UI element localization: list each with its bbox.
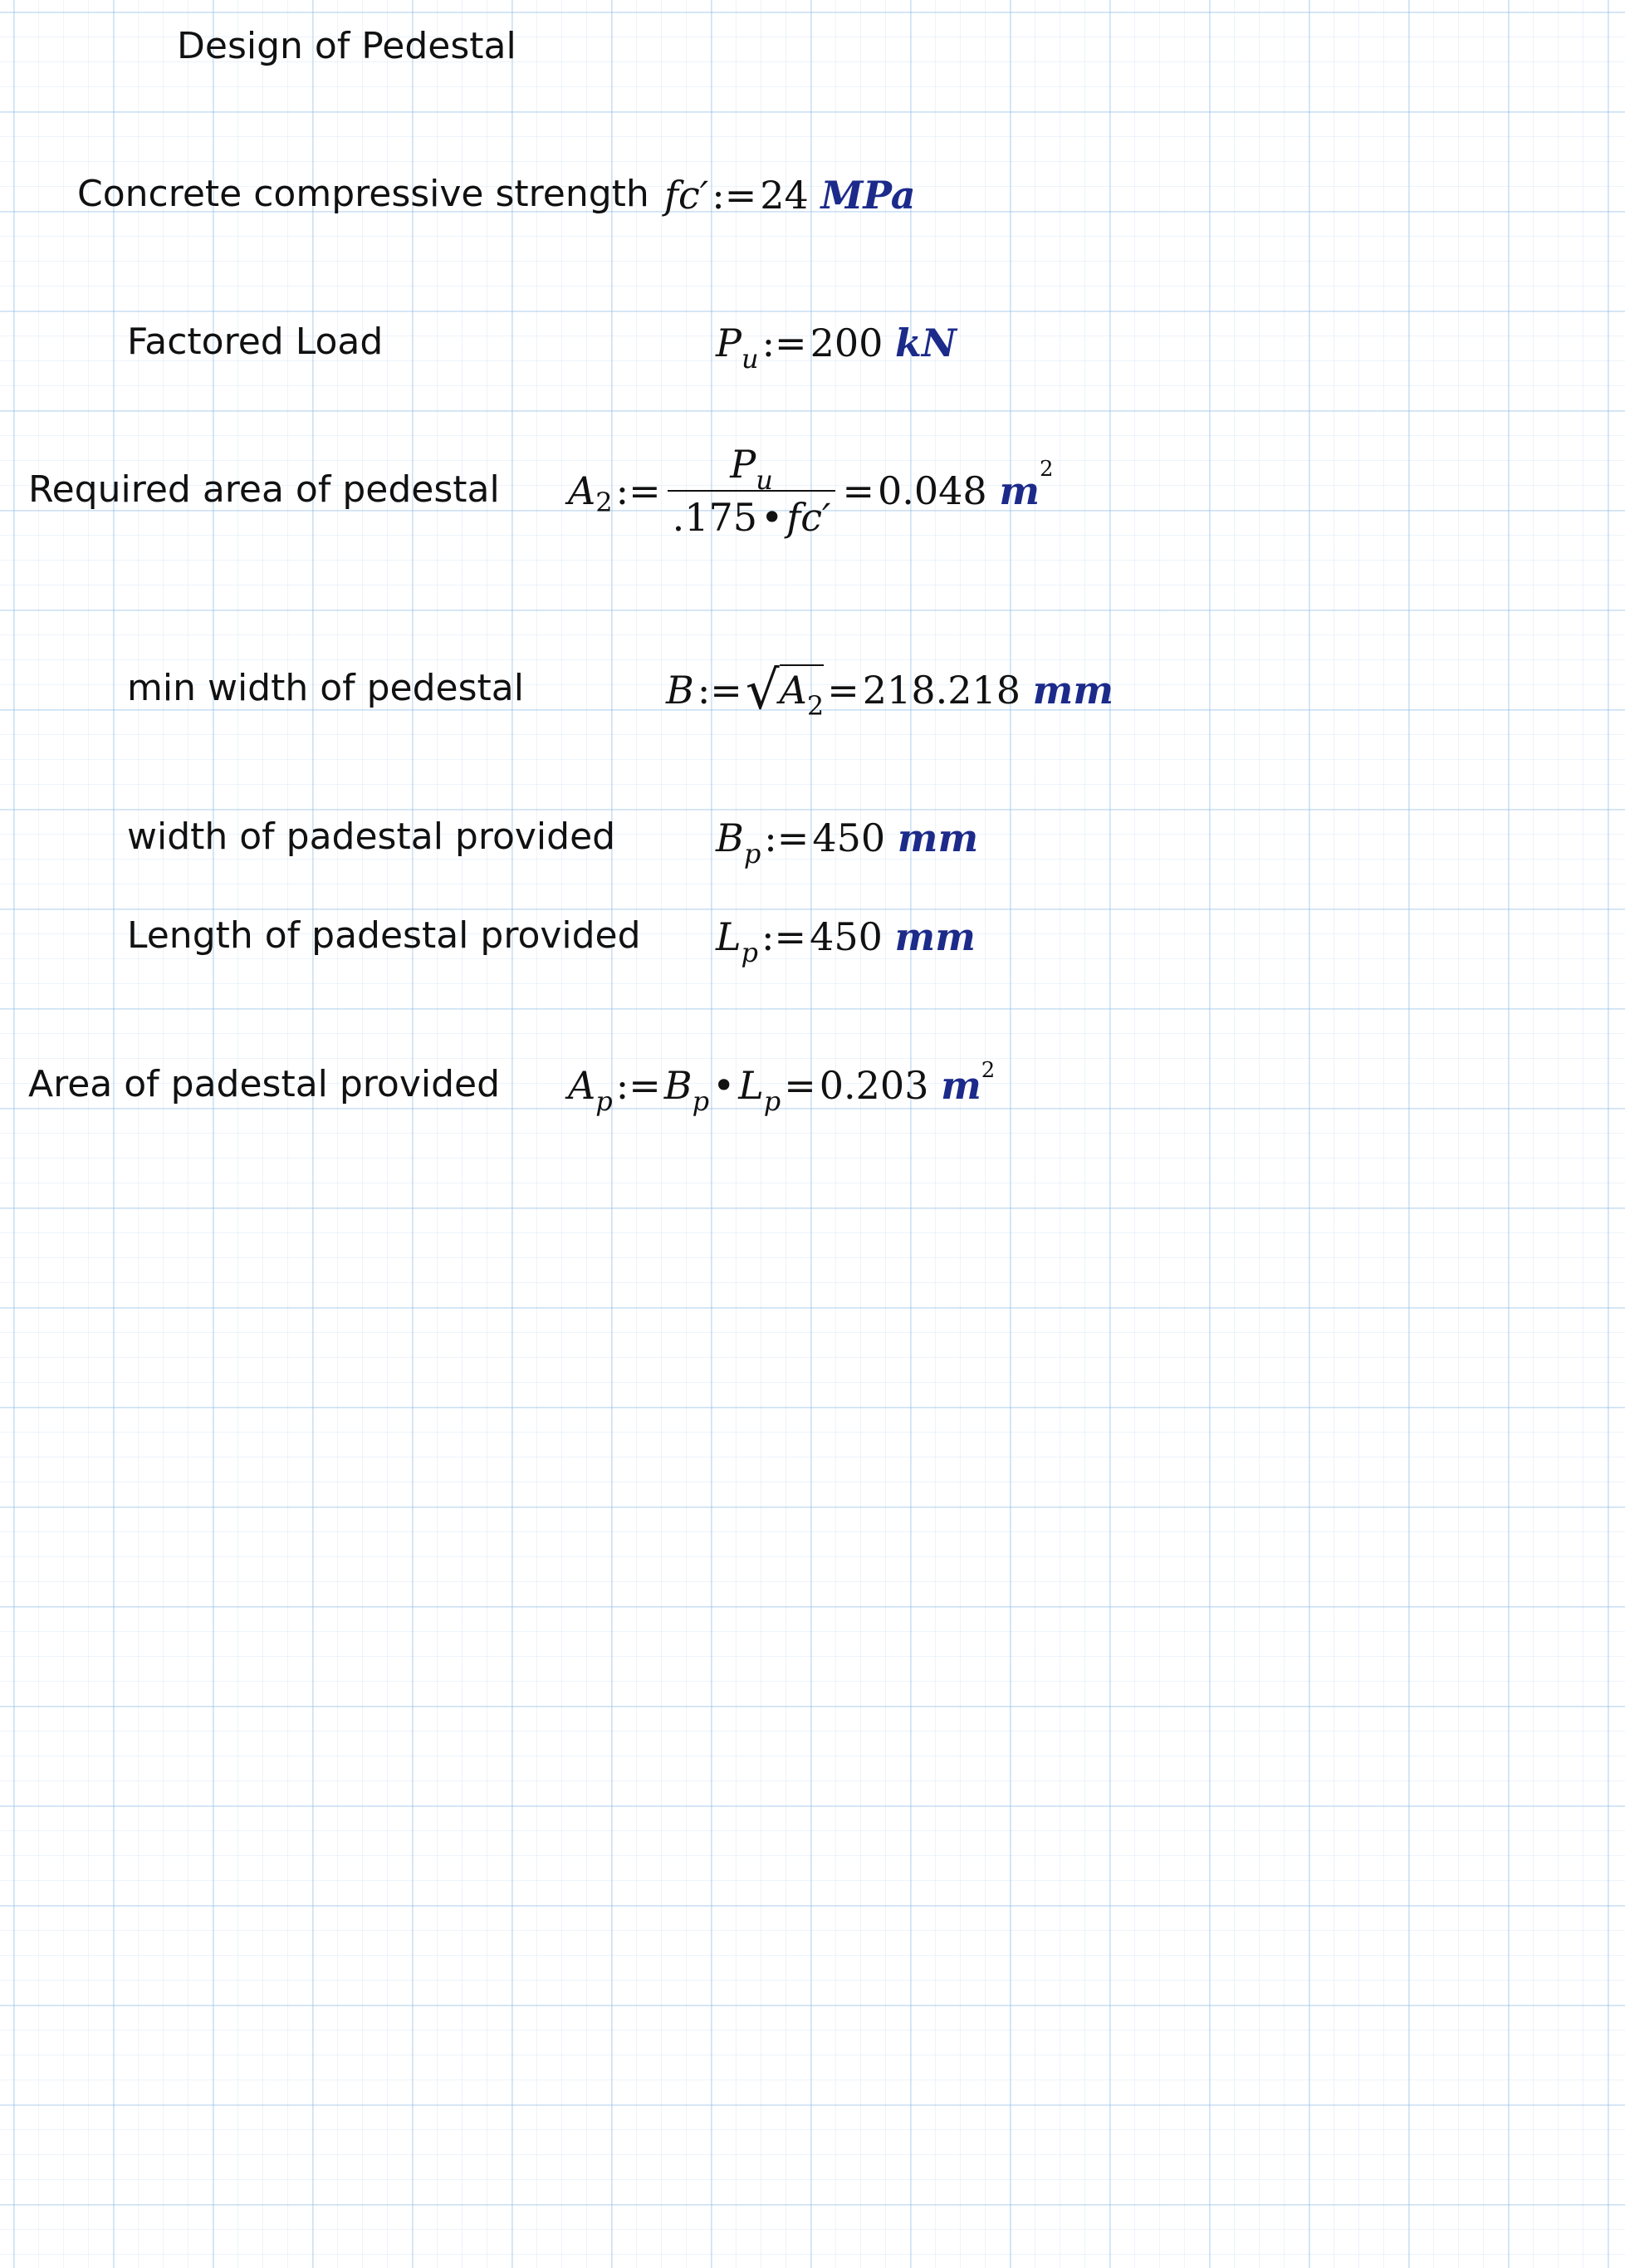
assign-op: := bbox=[764, 816, 810, 860]
assign-op: := bbox=[761, 321, 807, 365]
unit-m2: m bbox=[999, 468, 1040, 513]
var-a: A bbox=[568, 468, 596, 513]
equation-lp[interactable] bbox=[716, 914, 976, 968]
assign-op: := bbox=[761, 914, 807, 959]
exp-2: 2 bbox=[1040, 457, 1054, 482]
var-b: B bbox=[716, 816, 744, 860]
value-fc: 24 bbox=[760, 173, 809, 218]
label-min-width[interactable]: min width of pedestal bbox=[127, 667, 524, 709]
var-fc: fc′ bbox=[664, 173, 709, 218]
equals-op: = bbox=[842, 468, 874, 513]
sub-p: p bbox=[595, 1085, 613, 1117]
var-l: L bbox=[716, 914, 742, 959]
assign-op: := bbox=[712, 173, 757, 218]
factor-b: B bbox=[663, 1063, 693, 1108]
value-lp: 450 bbox=[810, 914, 883, 959]
assign-op: := bbox=[615, 1063, 661, 1108]
equals-op: = bbox=[827, 668, 859, 713]
fraction bbox=[668, 442, 836, 540]
exp-2: 2 bbox=[981, 1058, 996, 1083]
var-p: P bbox=[716, 321, 742, 365]
sub-u: u bbox=[741, 343, 759, 375]
label-length-provided[interactable]: Length of padestal provided bbox=[127, 914, 641, 957]
var-a: A bbox=[568, 1063, 596, 1108]
unit-mm: mm bbox=[894, 914, 976, 959]
equation-fc[interactable] bbox=[664, 173, 916, 218]
sub-2: 2 bbox=[595, 487, 613, 518]
equation-bp[interactable] bbox=[716, 816, 979, 869]
result-b: 218.218 bbox=[862, 668, 1021, 713]
sub-p: p bbox=[743, 838, 761, 869]
equals-op: = bbox=[784, 1063, 816, 1108]
label-width-provided[interactable]: width of padestal provided bbox=[127, 816, 616, 858]
equation-a2[interactable] bbox=[568, 442, 1054, 540]
unit-mm: mm bbox=[1032, 668, 1114, 713]
equation-ap[interactable] bbox=[568, 1058, 996, 1117]
unit-kn: kN bbox=[895, 321, 957, 365]
multiply-dot: • bbox=[712, 1063, 736, 1108]
result-ap: 0.203 bbox=[819, 1063, 929, 1108]
sub-p: p bbox=[763, 1085, 781, 1117]
fraction-numerator: $P_u$ bbox=[730, 442, 773, 496]
unit-mm: mm bbox=[897, 816, 979, 860]
label-factored-load[interactable]: Factored Load bbox=[127, 321, 384, 363]
equation-b[interactable] bbox=[666, 660, 1114, 722]
label-concrete-strength[interactable]: Concrete compressive strength bbox=[77, 173, 649, 215]
unit-mpa: MPa bbox=[820, 173, 916, 218]
sqrt-radical: $√A_2$ bbox=[745, 660, 825, 722]
result-a2: 0.048 bbox=[877, 468, 987, 513]
equation-pu[interactable] bbox=[716, 321, 957, 375]
unit-m2: m bbox=[941, 1063, 981, 1108]
worksheet-title[interactable]: Design of Pedestal bbox=[177, 25, 516, 67]
value-bp: 450 bbox=[812, 816, 886, 860]
label-area-provided[interactable]: Area of padestal provided bbox=[28, 1063, 501, 1105]
sub-p: p bbox=[692, 1085, 710, 1117]
factor-l: L bbox=[738, 1063, 764, 1108]
label-required-area[interactable]: Required area of pedestal bbox=[28, 468, 500, 511]
value-pu: 200 bbox=[810, 321, 883, 365]
sub-p: p bbox=[741, 937, 759, 968]
var-b: B bbox=[666, 668, 694, 713]
fraction-denominator: .175•fc′ bbox=[668, 490, 836, 536]
assign-op: := bbox=[697, 668, 742, 713]
assign-op: := bbox=[615, 468, 661, 513]
